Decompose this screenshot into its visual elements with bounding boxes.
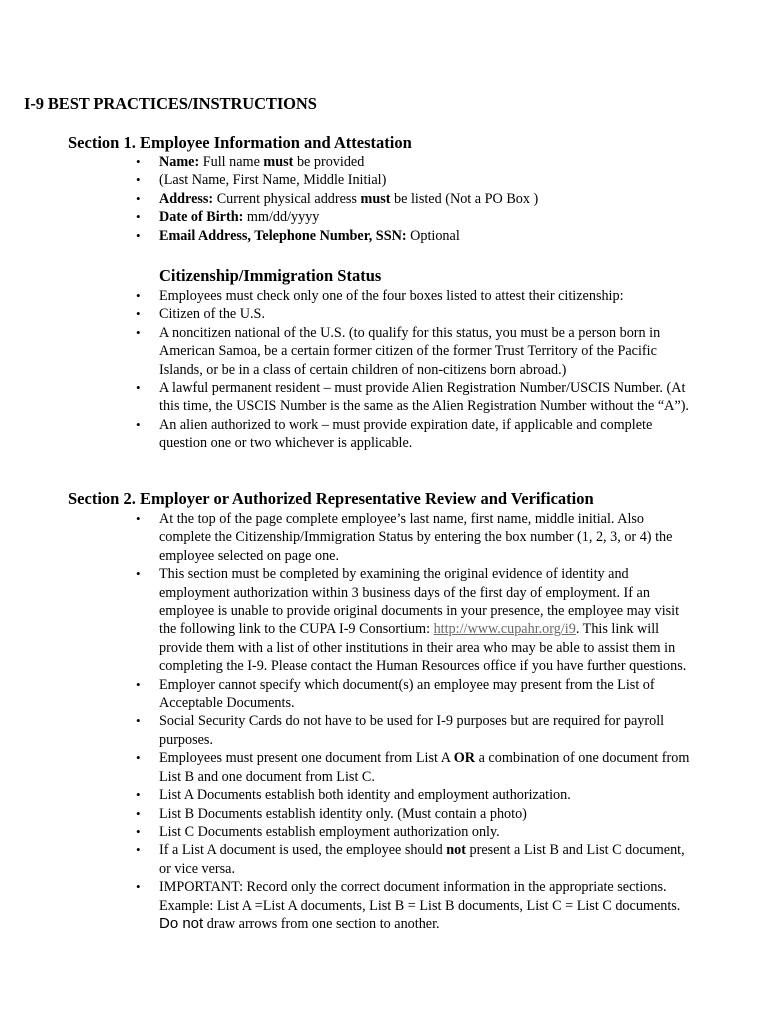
section-1-heading: Section 1. Employee Information and Attestation bbox=[68, 133, 412, 152]
list-item: • List C Documents establish employment authorization only. bbox=[136, 823, 500, 840]
list-item: • This section must be completed by examining the original evidence of identity and employment authorization within 3 business days of the first day of employment. If an employee is unable to provide original documents in your presence, the employee may visit the following link to the CUPA I-9 Consortium: http://www.cupahr.org/i9. This link will provide them with a list of other institutions in their area who may be able to assist them in completing the I-9. Please contact the Human Resources office if you have further questions. bbox=[136, 566, 687, 675]
list-item: • A noncitizen national of the U.S. (to qualify for this status, you must be a person born in American Samoa, be a certain former citizen of the former Trust Territory of the Pacific Islands, or be in a class of certain children of non-citizens born abroad.) bbox=[136, 324, 661, 378]
list-item: • If a List A document is used, the employee should not present a List B and List C document, or vice versa. bbox=[136, 842, 685, 877]
bullet-icon: • bbox=[136, 805, 141, 821]
citizenship-heading: Citizenship/Immigration Status bbox=[159, 266, 382, 285]
list-item: • List B Documents establish identity only. (Must contain a photo) bbox=[136, 805, 527, 822]
list-item: • Social Security Cards do not have to be used for I-9 purposes but are required for payroll purposes. bbox=[136, 713, 665, 748]
bullet-icon: • bbox=[136, 288, 141, 303]
section-2-list bbox=[0, 510, 690, 933]
bullet-icon: • bbox=[136, 190, 141, 206]
list-item: • IMPORTANT: Record only the correct document information in the appropriate sections. Example: List A =List A documents, List B = List B documents, List C = List C documents. Do not draw arrows from one section to another. bbox=[136, 879, 681, 932]
bullet-icon: • bbox=[136, 713, 141, 729]
bullet-icon: • bbox=[136, 511, 141, 526]
list-item: • Employees must present one document from List A OR a combination of one document from List B and one document from List C. bbox=[136, 750, 690, 785]
bullet-icon: • bbox=[136, 823, 141, 839]
bullet-icon: • bbox=[136, 154, 141, 169]
bullet-icon: • bbox=[136, 787, 141, 803]
list-item: • Address: Current physical address must be listed (Not a PO Box ) bbox=[136, 190, 539, 207]
bullet-icon: • bbox=[136, 380, 141, 396]
list-item: • An alien authorized to work – must provide expiration date, if applicable and complete question one or two whichever is applicable. bbox=[136, 416, 653, 452]
bullet-icon: • bbox=[136, 172, 141, 188]
list-item: • (Last Name, First Name, Middle Initial) bbox=[136, 172, 387, 189]
list-item: • Employees must check only one of the four boxes listed to attest their citizenship: bbox=[136, 288, 624, 304]
list-item: • Email Address, Telephone Number, SSN: Optional bbox=[136, 227, 460, 244]
document-title: I-9 BEST PRACTICES/INSTRUCTIONS bbox=[24, 94, 317, 113]
bullet-icon: • bbox=[136, 879, 141, 895]
bullet-icon: • bbox=[136, 750, 141, 766]
list-item: • A lawful permanent resident – must provide Alien Registration Number/USCIS Number. (At this time, the USCIS Number is the same as the Alien Registration Number without the “A”). bbox=[136, 380, 689, 415]
list-item: • Employer cannot specify which document(s) an employee may present from the List of Acceptable Documents. bbox=[136, 676, 655, 712]
list-item: • Name: Full name must be provided bbox=[136, 154, 365, 170]
bullet-icon: • bbox=[136, 324, 141, 340]
bullet-icon: • bbox=[136, 842, 141, 858]
list-item: • At the top of the page complete employee’s last name, first name, middle initial. Also complete the Citizenship/Immigration Status by entering the box number (1, 2, 3, or 4) the employee selected on page one. bbox=[136, 511, 673, 564]
bullet-icon: • bbox=[136, 566, 141, 582]
bullet-icon: • bbox=[136, 306, 141, 322]
list-item: • List A Documents establish both identity and employment authorization. bbox=[136, 787, 571, 804]
list-item: • Citizen of the U.S. bbox=[136, 306, 265, 323]
cupa-i9-link[interactable]: http://www.cupahr.org/i9 bbox=[433, 621, 576, 638]
bullet-icon: • bbox=[136, 676, 141, 692]
bullet-icon: • bbox=[136, 209, 141, 225]
list-item: • Date of Birth: mm/dd/yyyy bbox=[136, 209, 320, 226]
citizenship-list bbox=[0, 287, 690, 453]
section-2-heading: Section 2. Employer or Authorized Representative Review and Verification bbox=[68, 489, 594, 508]
bullet-icon: • bbox=[136, 416, 141, 432]
bullet-icon: • bbox=[136, 227, 141, 243]
section-1-list bbox=[0, 153, 690, 245]
